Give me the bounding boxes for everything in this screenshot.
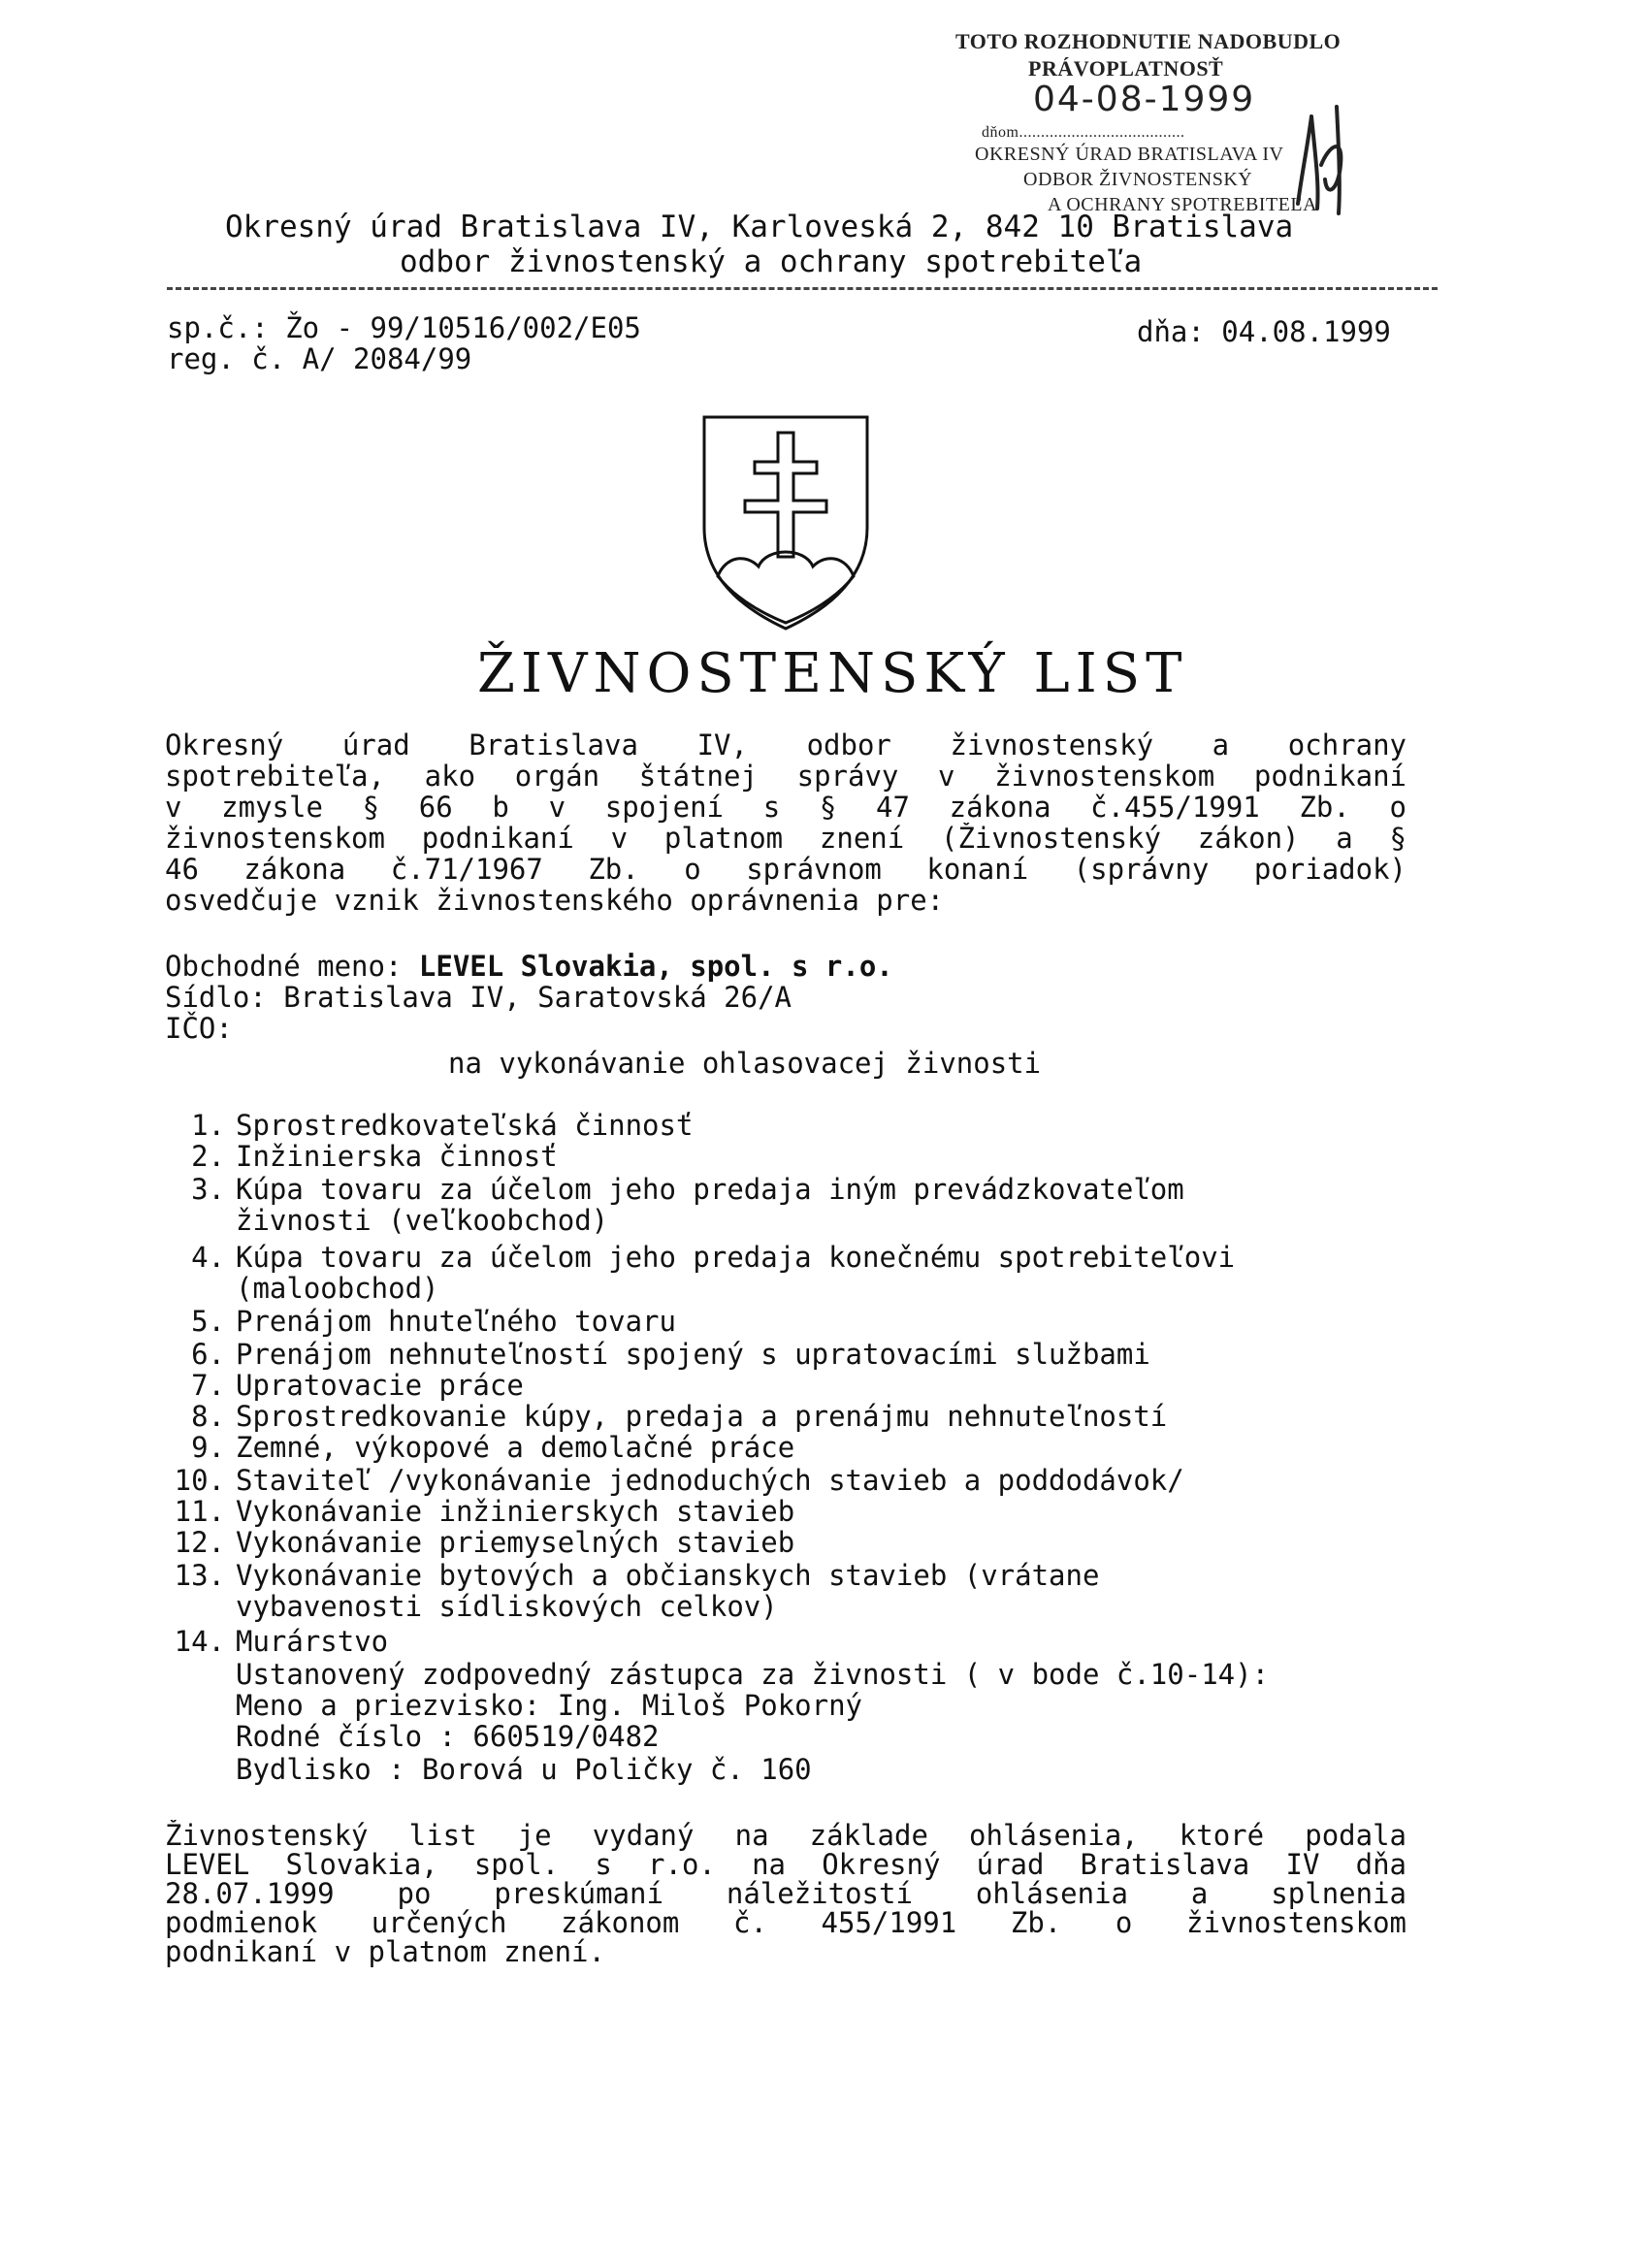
activity-number: 12.: [174, 1526, 225, 1559]
company-name-label: Obchodné meno:: [165, 950, 403, 983]
activity-item: Kúpa tovaru za účelom jeho predaja konečnému spotrebiteľovi: [236, 1241, 1236, 1274]
representative-name: Meno a priezvisko: Ing. Miloš Pokorný: [236, 1689, 863, 1722]
office-department: odbor živnostenský a ochrany spotrebiteľa: [400, 244, 1143, 279]
closing-line-1: Živnostenský list je vydaný na základe ohlásenia, ktoré podala: [165, 1820, 1406, 1851]
activity-item: Sprostredkovateľská činnosť: [236, 1109, 694, 1142]
activity-number: 5.: [191, 1305, 225, 1338]
intro-line-1: Okresný úrad Bratislava IV, odbor živnostenský a ochrany: [165, 729, 1406, 761]
coat-of-arms-icon: [698, 411, 873, 634]
activity-number: 7.: [191, 1369, 225, 1402]
activity-item-continued: (maloobchod): [236, 1272, 439, 1305]
activity-item: Upratovacie práce: [236, 1369, 524, 1402]
stamp-line-5: ODBOR ŽIVNOSTENSKÝ: [1023, 169, 1253, 190]
closing-line-2: LEVEL Slovakia, spol. s r.o. na Okresný úrad Bratislava IV dňa: [165, 1849, 1406, 1880]
activity-number: 2.: [191, 1140, 225, 1173]
representative-heading: Ustanovený zodpovedný zástupca za živnosti ( v bode č.10-14):: [236, 1658, 1270, 1691]
company-name: [165, 951, 1406, 982]
activity-number: 3.: [191, 1173, 225, 1206]
activity-item: Sprostredkovanie kúpy, predaja a prenájmu nehnuteľností: [236, 1400, 1168, 1433]
activity-number: 10.: [174, 1464, 225, 1497]
activity-item: Vykonávanie inžinierskych stavieb: [236, 1495, 795, 1528]
stamp-date: 04-08-1999: [1033, 80, 1256, 119]
trade-purpose: na vykonávanie ohlasovacej živnosti: [448, 1047, 1042, 1080]
activity-item-continued: vybavenosti sídliskových celkov): [236, 1590, 778, 1623]
company-seat: Sídlo: Bratislava IV, Saratovská 26/A: [165, 981, 792, 1014]
activity-number: 4.: [191, 1241, 225, 1274]
activity-item-continued: živnosti (veľkoobchod): [236, 1204, 609, 1237]
activity-item: Inžinierska činnosť: [236, 1140, 558, 1173]
file-number: sp.č.: Žo - 99/10516/002/E05: [167, 311, 641, 344]
stamp-signature-icon: [1290, 97, 1358, 223]
intro-line-4: živnostenskom podnikaní v platnom znení (Živnostenský zákon) a §: [165, 823, 1406, 854]
stamp-line-1: TOTO ROZHODNUTIE NADOBUDLO: [955, 29, 1342, 53]
intro-line-2: spotrebiteľa, ako orgán štátnej správy v živnostenskom podnikaní: [165, 761, 1406, 792]
stamp-line-6: A OCHRANY SPOTREBITEĽA: [1048, 194, 1318, 215]
stamp-line-4: OKRESNÝ ÚRAD BRATISLAVA IV: [975, 144, 1284, 165]
intro-line-6: osvedčuje vznik živnostenského oprávnenia pre:: [165, 884, 945, 917]
activity-number: 6.: [191, 1338, 225, 1371]
representative-birth-number: Rodné číslo : 660519/0482: [236, 1720, 660, 1753]
activity-item: Staviteľ /vykonávanie jednoduchých stavieb a poddodávok/: [236, 1464, 1184, 1497]
company-ico: IČO:: [165, 1012, 233, 1045]
intro-line-3: v zmysle § 66 b v spojení s § 47 zákona č.455/1991 Zb. o: [165, 792, 1406, 823]
stamp-line-3: dňom......................................: [982, 124, 1185, 141]
activity-item: Murárstvo: [236, 1625, 389, 1658]
activity-number: 14.: [174, 1625, 225, 1658]
office-address: Okresný úrad Bratislava IV, Karloveská 2, 842 10 Bratislava: [225, 210, 1294, 244]
activity-item: Vykonávanie priemyselných stavieb: [236, 1526, 795, 1559]
company-name-value: LEVEL Slovakia, spol. s r.o.: [418, 950, 893, 983]
closing-line-5: podnikaní v platnom znení.: [165, 1935, 605, 1968]
closing-line-4: podmienok určených zákonom č. 455/1991 Zb. o živnostenskom: [165, 1907, 1406, 1938]
header-divider: [167, 287, 1438, 290]
representative-address: Bydlisko : Borová u Poličky č. 160: [236, 1753, 812, 1786]
activity-item: Prenájom nehnuteľností spojený s upratovacími službami: [236, 1338, 1150, 1371]
document-title: ŽIVNOSTENSKÝ LIST: [477, 642, 1188, 705]
activity-number: 13.: [174, 1559, 225, 1592]
activity-item: Prenájom hnuteľného tovaru: [236, 1305, 676, 1338]
closing-line-3: 28.07.1999 po preskúmaní náležitostí ohlásenia a splnenia: [165, 1878, 1406, 1909]
activity-number: 8.: [191, 1400, 225, 1433]
activity-item: Kúpa tovaru za účelom jeho predaja iným prevádzkovateľom: [236, 1173, 1184, 1206]
activity-number: 1.: [191, 1109, 225, 1142]
registration-number: reg. č. A/ 2084/99: [167, 342, 472, 375]
intro-line-5: 46 zákona č.71/1967 Zb. o správnom konaní (správny poriadok): [165, 854, 1406, 885]
activity-item: Vykonávanie bytových a občianskych stavieb (vrátane: [236, 1559, 1100, 1592]
activity-number: 11.: [174, 1495, 225, 1528]
activity-number: 9.: [191, 1431, 225, 1464]
stamp-line-2: PRÁVOPLATNOSŤ: [1028, 56, 1224, 81]
activity-item: Zemné, výkopové a demolačné práce: [236, 1431, 795, 1464]
issue-date: dňa: 04.08.1999: [1137, 315, 1391, 348]
